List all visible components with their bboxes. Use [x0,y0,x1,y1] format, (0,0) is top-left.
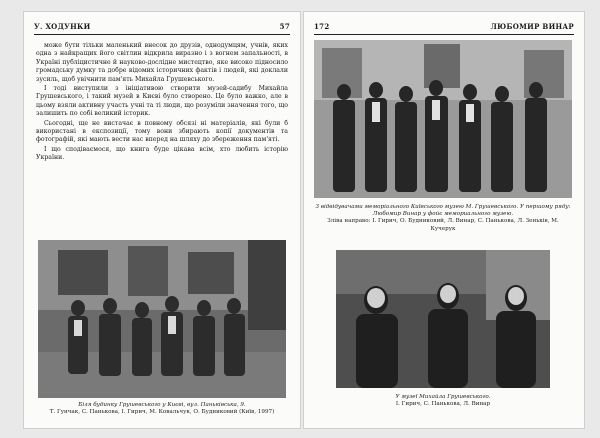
caption-names: Зліва направо: І. Гирич, О. Будниковий, Л. Винар, С. Панькова, Л. Зеньків, М. Кучерук [327,218,559,232]
left-photo-caption [38,402,286,416]
right-page [304,12,584,428]
photo-illustration [38,240,286,398]
right-running-head: ЛЮБОМИР ВИНАР [490,22,574,31]
paragraph: Сьогодні, ще не вистачає в повному обсязі ні матеріалів, які були б використані в експозиції, тому вони збирають копії документів та фотографій, які мають вести нас вперед на шляху до збереження пам'яті. [36,119,288,144]
caption-description: У музеї Михайла Грушевського. [395,394,491,400]
left-page-number: 57 [279,22,290,31]
left-page [24,12,300,428]
photo-illustration [314,40,572,198]
right-bottom-photo-caption [336,394,550,408]
left-body-text [36,42,288,164]
left-running-head: У. ХОДУНКИ [34,22,91,31]
group-photo-outdoor [38,240,286,398]
right-page-number: 172 [314,22,330,31]
left-page-header [34,22,290,35]
right-top-photo-caption [314,204,572,233]
caption-names: І. Гирич, С. Панькова, Л. Винар [395,401,491,408]
photo-illustration [336,250,550,388]
paragraph: І що сподіваємося, що книга буде цікава всім, хто любить історію України. [36,145,288,162]
paragraph: І тоді виступили з ініціативою створити музей-садибу Михайла Грушевського, і такий музей в Києві було створено. Це було важко, але в цьому взяли активну участь учні та ті люди, що розуміли значення того, що залишить по собі великий історик. [36,85,288,118]
caption-description: З відвідувачами меморіального Київського музею М. Грушевського. У першому ряду: Любомир Винар у фойє мемориального музею. [315,204,571,218]
seated-photo [336,250,550,388]
paragraph: може бути тільки маленький внесок до друзів, однодумцям, учнів, яких одна з найкращих його світлин відкрила виразно і з вогнем запальності, в Україні публіцистичне й науково-дослідне мистецтво, яке високо підносило громадську думку та добре відомих історичних фактів і людей, які доклали зусиль, щоб увічнити пам'ять Михайла Грушевського. [36,42,288,83]
caption-description: Біля будинку Грушевського у Києві, вул. Паньківська, 9. [78,402,246,408]
caption-names: Т. Гунчак, С. Панькова, І. Гирич, М. Ковальчук, О. Будниковий (Київ, 1997) [49,409,275,416]
group-photo-indoor [314,40,572,198]
right-page-header [314,22,574,35]
